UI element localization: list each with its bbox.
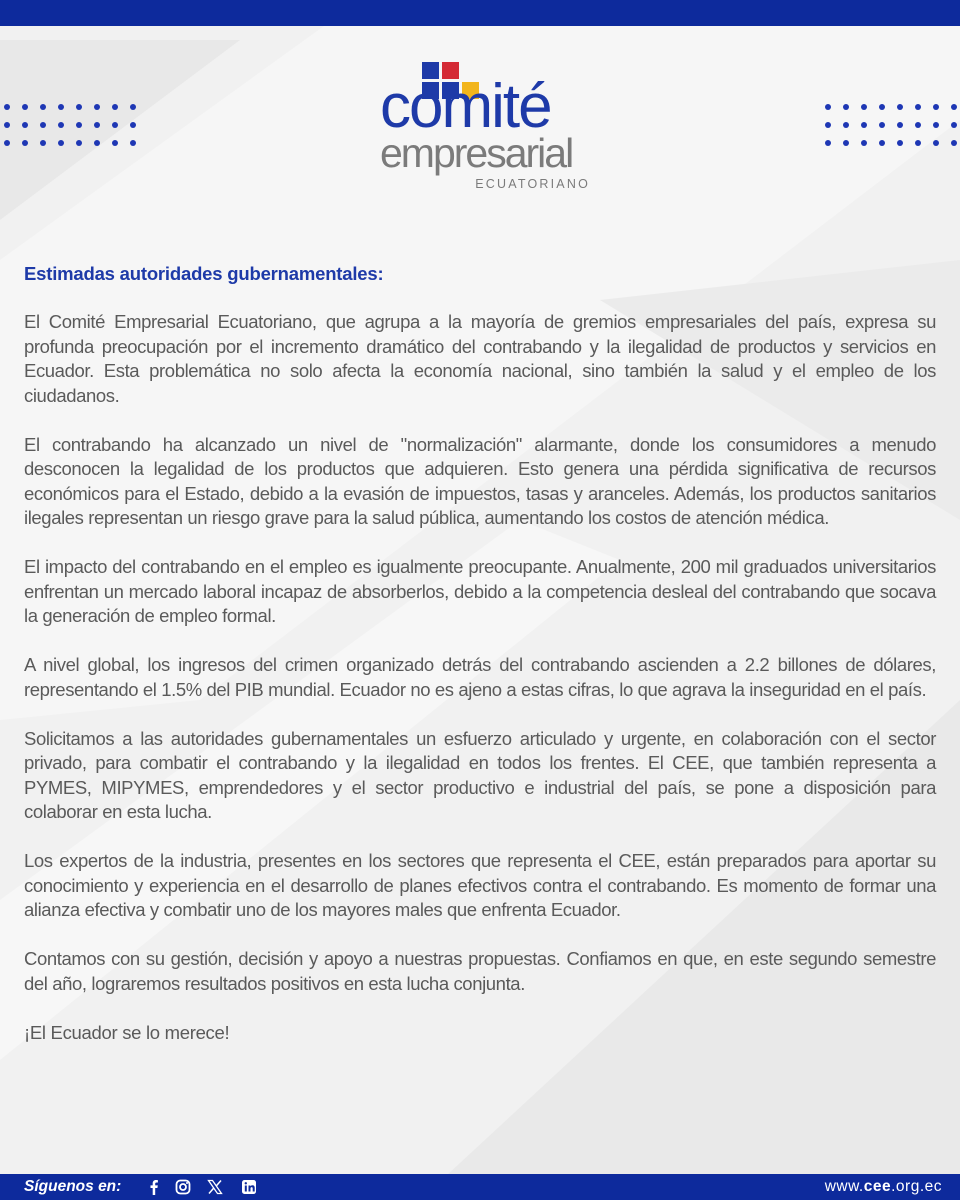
paragraph: Solicitamos a las autoridades gubernamentales un esfuerzo articulado y urgente, en colaboración con el sector privado, para combatir el contrabando y la ilegalidad en todos los frentes. El CEE, que también representa a PYMES, MIPYMES, emprendedores y el sector productivo e industrial del país, se pone a disposición para colaborar en esta lucha. (24, 727, 936, 822)
paragraph: El contrabando ha alcanzado un nivel de "normalización" alarmante, donde los consumidores a menudo desconocen la legalidad de los productos que adquieren. Esto genera una pérdida significativa de recursos económicos para el Estado, debido a la evasión de impuestos, tasas y aranceles. Además, los productos sanitarios ilegales representan un riesgo grave para la salud pública, aumentando los costos de atención médica. (24, 433, 936, 528)
website-suffix: .org.ec (891, 1178, 942, 1195)
closing-line: ¡El Ecuador se lo merece! (24, 1021, 230, 1043)
paragraph: Los expertos de la industria, presentes en los sectores que representa el CEE, están preparados para aportar su conocimiento y experiencia en el desarrollo de planes efectivos contra el contrabando. Es momento de formar una alianza efectiva y combatir uno de los mayores males que enfrenta Ecuador. (24, 850, 936, 920)
cee-logo (380, 62, 590, 197)
footer-bar (0, 1174, 960, 1200)
letter-body (24, 262, 936, 1045)
website-domain: cee (863, 1178, 892, 1195)
facebook-icon[interactable] (146, 1179, 162, 1195)
logo-text-ecuatoriano: ECUATORIANO (475, 177, 590, 191)
salutation: Estimadas autoridades gubernamentales: (24, 263, 384, 284)
x-icon[interactable] (207, 1179, 223, 1195)
top-bar (0, 0, 960, 26)
website-prefix: www. (824, 1178, 864, 1195)
linkedin-icon[interactable] (241, 1179, 257, 1195)
website-link[interactable] (825, 1178, 942, 1196)
paragraph: El impacto del contrabando en el empleo es igualmente preocupante. Anualmente, 200 mil graduados universitarios enfrentan un mercado laboral incapaz de absorberlos, debido a la competencia desleal del contrabando que socava la generación de empleo formal. (24, 556, 936, 626)
follow-label: Síguenos en: (24, 1178, 122, 1195)
decorative-dots-right (825, 104, 957, 146)
paragraph: A nivel global, los ingresos del crimen organizado detrás del contrabando ascienden a 2.2 billones de dólares, representando el 1.5% del PIB mundial. Ecuador no es ajeno a estas cifras, lo que agrava la inseguridad en el país. (24, 654, 936, 700)
instagram-icon[interactable] (175, 1179, 191, 1195)
paragraph: Contamos con su gestión, decisión y apoyo a nuestras propuestas. Confiamos en que, en este segundo semestre del año, lograremos resultados positivos en esta lucha conjunta. (24, 948, 936, 994)
logo-text-empresarial: empresarial (380, 130, 573, 176)
logo-text-comite: comité (380, 72, 551, 141)
decorative-dots-left (4, 104, 136, 146)
paragraph: El Comité Empresarial Ecuatoriano, que agrupa a la mayoría de gremios empresariales del país, expresa su profunda preocupación por el incremento dramático del contrabando y la ilegalidad de productos y servicios en Ecuador. Esta problemática no solo afecta la economía nacional, sino también la salud y el empleo de los ciudadanos. (24, 311, 936, 406)
